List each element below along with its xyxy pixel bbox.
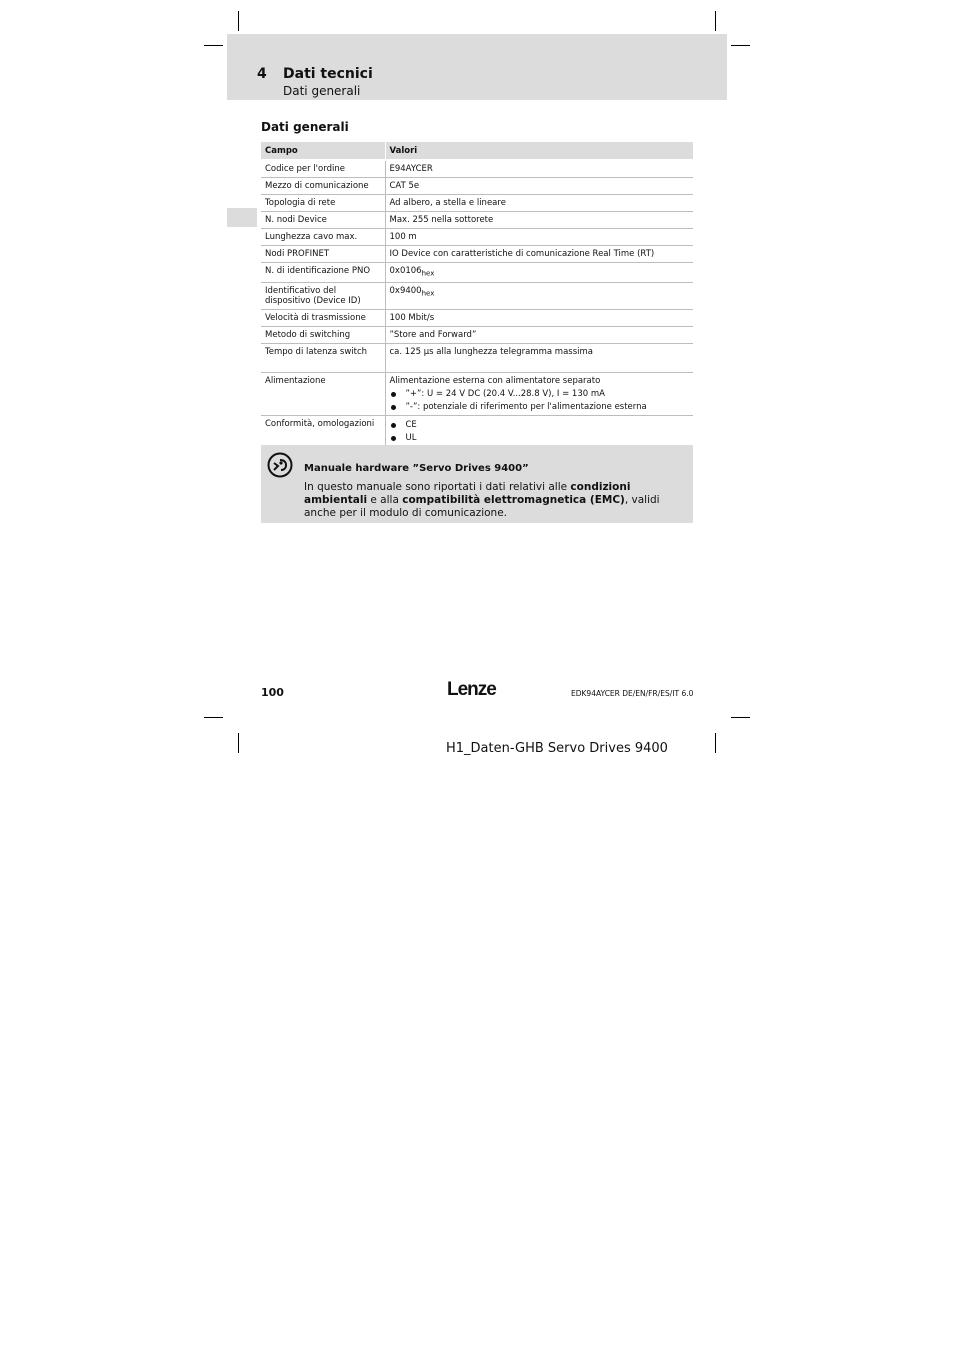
- table-header-row: [261, 142, 693, 160]
- value-cell: CAT 5e: [385, 178, 693, 195]
- value-cell: 100 Mbit/s: [385, 309, 693, 326]
- table-row: [261, 229, 693, 246]
- lenze-logo: Lenze: [447, 679, 496, 700]
- table-row: [261, 343, 693, 372]
- table-row: [261, 372, 693, 415]
- crop-mark: [238, 11, 239, 31]
- field-cell: Codice per l'ordine: [261, 160, 385, 178]
- chapter-side-tab: [227, 208, 257, 227]
- table-row: [261, 415, 693, 446]
- bullet-item: CE: [390, 420, 690, 430]
- file-label: H1_Daten-GHB Servo Drives 9400: [446, 741, 668, 756]
- note-bold-part: condizioni ambientali: [304, 481, 631, 506]
- table-row: [261, 263, 693, 283]
- value-cell: [385, 415, 693, 446]
- value-text: 0x9400: [389, 285, 422, 296]
- note-bold-part: compatibilità elettromagnetica (EMC): [402, 494, 625, 506]
- bullet-list: [390, 420, 690, 443]
- field-cell: Metodo di switching: [261, 326, 385, 343]
- crop-mark: [715, 733, 716, 753]
- value-text: 0x0106: [389, 266, 422, 276]
- value-subscript: hex: [421, 289, 435, 298]
- value-cell: ”Store and Forward”: [385, 326, 693, 343]
- field-cell: Tempo di latenza switch: [261, 343, 385, 372]
- field-cell: N. di identificazione PNO: [261, 263, 385, 283]
- specs-table: [261, 142, 693, 447]
- value-cell: ca. 125 µs alla lunghezza telegramma massima: [385, 343, 693, 372]
- note-text-part: , validi anche per il modulo di comunicazione.: [304, 494, 660, 519]
- table-row: [261, 309, 693, 326]
- table-row: [261, 160, 693, 178]
- crop-mark: [715, 11, 716, 31]
- note-text-part: e alla: [367, 494, 403, 506]
- field-cell: Topologia di rete: [261, 195, 385, 212]
- chapter-number: 4: [257, 66, 267, 82]
- value-cell: E94AYCER: [385, 160, 693, 178]
- bullet-item: ”+”: U = 24 V DC (20.4 V...28.8 V), I = 130 mA: [390, 389, 690, 399]
- value-cell: [385, 372, 693, 415]
- manual-reference-icon: [267, 452, 293, 478]
- table-row: [261, 246, 693, 263]
- bullet-list: [390, 389, 690, 412]
- table-row: [261, 282, 693, 309]
- table-row: [261, 212, 693, 229]
- crop-mark: [204, 717, 223, 718]
- crop-mark: [731, 45, 750, 46]
- chapter-title: Dati tecnici: [283, 66, 373, 82]
- field-cell: Mezzo di comunicazione: [261, 178, 385, 195]
- note-box: [261, 445, 693, 523]
- value-cell: Max. 255 nella sottorete: [385, 212, 693, 229]
- crop-mark: [731, 717, 750, 718]
- section-heading: Dati generali: [261, 120, 349, 134]
- note-text-part: In questo manuale sono riportati i dati relativi alle: [304, 481, 571, 493]
- document-code: EDK94AYCER DE/EN/FR/ES/IT 6.0: [571, 689, 694, 698]
- field-cell: Lunghezza cavo max.: [261, 229, 385, 246]
- field-cell: Nodi PROFINET: [261, 246, 385, 263]
- value-cell: Ad albero, a stella e lineare: [385, 195, 693, 212]
- note-title: Manuale hardware ”Servo Drives 9400”: [304, 463, 529, 474]
- note-text: [304, 481, 689, 520]
- field-cell: Velocità di trasmissione: [261, 309, 385, 326]
- chapter-subtitle: Dati generali: [283, 84, 361, 98]
- crop-mark: [204, 45, 223, 46]
- crop-mark: [238, 733, 239, 753]
- column-header-value: Valori: [385, 142, 693, 160]
- bullet-item: ”-”: potenziale di riferimento per l'alimentazione esterna: [390, 402, 690, 412]
- field-cell: Conformità, omologazioni: [261, 415, 385, 446]
- value-cell: IO Device con caratteristiche di comunicazione Real Time (RT): [385, 246, 693, 263]
- value-cell: [385, 282, 693, 309]
- value-subscript: hex: [421, 269, 435, 278]
- table-row: [261, 178, 693, 195]
- field-cell: Identificativo del dispositivo (Device ID): [261, 282, 385, 309]
- column-header-field: Campo: [261, 142, 385, 160]
- table-row: [261, 326, 693, 343]
- page-number: 100: [261, 686, 284, 699]
- bullet-item: UL: [390, 433, 690, 443]
- value-text: Alimentazione esterna con alimentatore separato: [389, 375, 601, 386]
- field-cell: N. nodi Device: [261, 212, 385, 229]
- table-row: [261, 195, 693, 212]
- value-cell: 100 m: [385, 229, 693, 246]
- field-cell: Alimentazione: [261, 372, 385, 415]
- value-cell: [385, 263, 693, 283]
